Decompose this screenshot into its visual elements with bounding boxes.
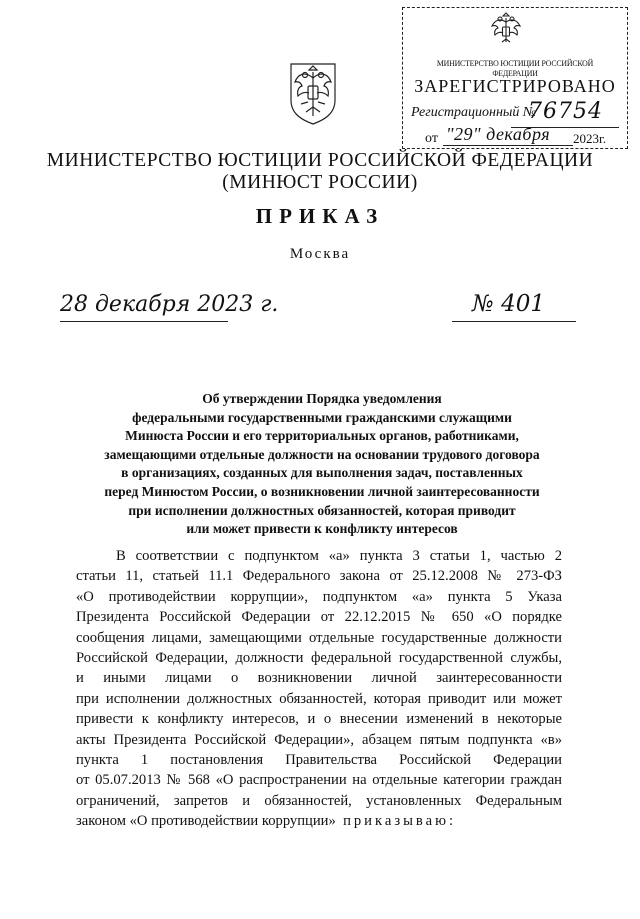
body-line: при исполнении должностных обязанностей, которая приводит или может (76, 690, 562, 707)
title-line: замещающими отдельные должности на основании трудового договора (104, 446, 540, 462)
stamp-reg-number: 76754 (528, 99, 603, 124)
body-line: привести к конфликту интересов, и о внесении изменений в некоторые (76, 711, 562, 728)
body-last-line-text: законом «О противодействии коррупции» (76, 813, 336, 830)
order-date-underline (60, 321, 228, 322)
stamp-ministry: МИНИСТЕРСТВО ЮСТИЦИИ РОССИЙСКОЙ ФЕДЕРАЦИИ (436, 58, 594, 78)
title-line: федеральными государственными гражданскими служащими (132, 409, 512, 425)
order-title (82, 390, 562, 539)
body-line: «О противодействии коррупции», подпунктом «а» пункта 5 Указа (76, 588, 562, 605)
body-line: Российской Федерации, должности федеральной государственной службы, (76, 649, 562, 666)
stamp-reg-label: Регистрационный № (411, 105, 537, 120)
stamp-registered: ЗАРЕГИСТРИРОВАНО (414, 76, 616, 96)
body-line: статьи 11, статьей 11.1 Федерального закона от 25.12.2008 № 273-ФЗ (76, 568, 562, 585)
order-number: № 401 (472, 291, 545, 317)
ministry-short-name: (МИНЮСТ РОССИИ) (222, 172, 418, 193)
body-line: пункта 1 постановления Правительства Российской Федерации (76, 751, 562, 768)
body-line: Президента Российской Федерации от 22.12.2015 № 650 «О порядке (76, 609, 562, 626)
double-headed-eagle-icon (489, 12, 523, 46)
body-line: акты Президента Российской Федерации», абзацем пятым подпункта «в» (76, 731, 562, 748)
order-number-underline (452, 321, 576, 322)
title-line: в организациях, созданных для выполнения задач, поставленных (121, 465, 523, 481)
order-verb: приказываю: (343, 813, 457, 830)
document-type: ПРИКАЗ (255, 204, 385, 228)
title-line: при исполнении должностных обязанностей, которая приводит (128, 502, 516, 518)
ministry-name: МИНИСТЕРСТВО ЮСТИЦИИ РОССИЙСКОЙ ФЕДЕРАЦИИ (46, 150, 594, 171)
stamp-date-handwritten: "29" декабря (446, 124, 551, 144)
registration-stamp (402, 7, 628, 149)
stamp-date-suffix: 2023г. (573, 131, 607, 146)
body-line: от 05.07.2013 № 568 «О распространении на отдельные категории граждан (76, 772, 562, 789)
coat-of-arms-icon (286, 60, 340, 126)
stamp-date-prefix: от (425, 131, 438, 146)
title-line: перед Минюстом России, о возникновении личной заинтересованности (104, 483, 540, 499)
body-line: ограничений, запретов и обязанностей, установленных Федеральным (76, 792, 562, 809)
order-date: 28 декабря 2023 г. (60, 292, 279, 317)
city: Москва (289, 246, 351, 262)
title-line: или может привести к конфликту интересов (186, 521, 458, 537)
title-line: Минюста России и его территориальных органов, работниками, (125, 428, 519, 444)
body-line: В соответствии с подпунктом «а» пункта 3 статьи 1, частью 2 (116, 548, 562, 564)
stamp-date-underline (443, 145, 573, 146)
title-line: Об утверждении Порядка уведомления (202, 391, 442, 406)
body-last-line (76, 811, 562, 831)
order-body (76, 546, 562, 831)
body-line: сообщения лицами, замещающими отдельные государственные должности (76, 629, 562, 646)
body-line: и иными лицами о возникновении личной заинтересованности (76, 670, 562, 687)
